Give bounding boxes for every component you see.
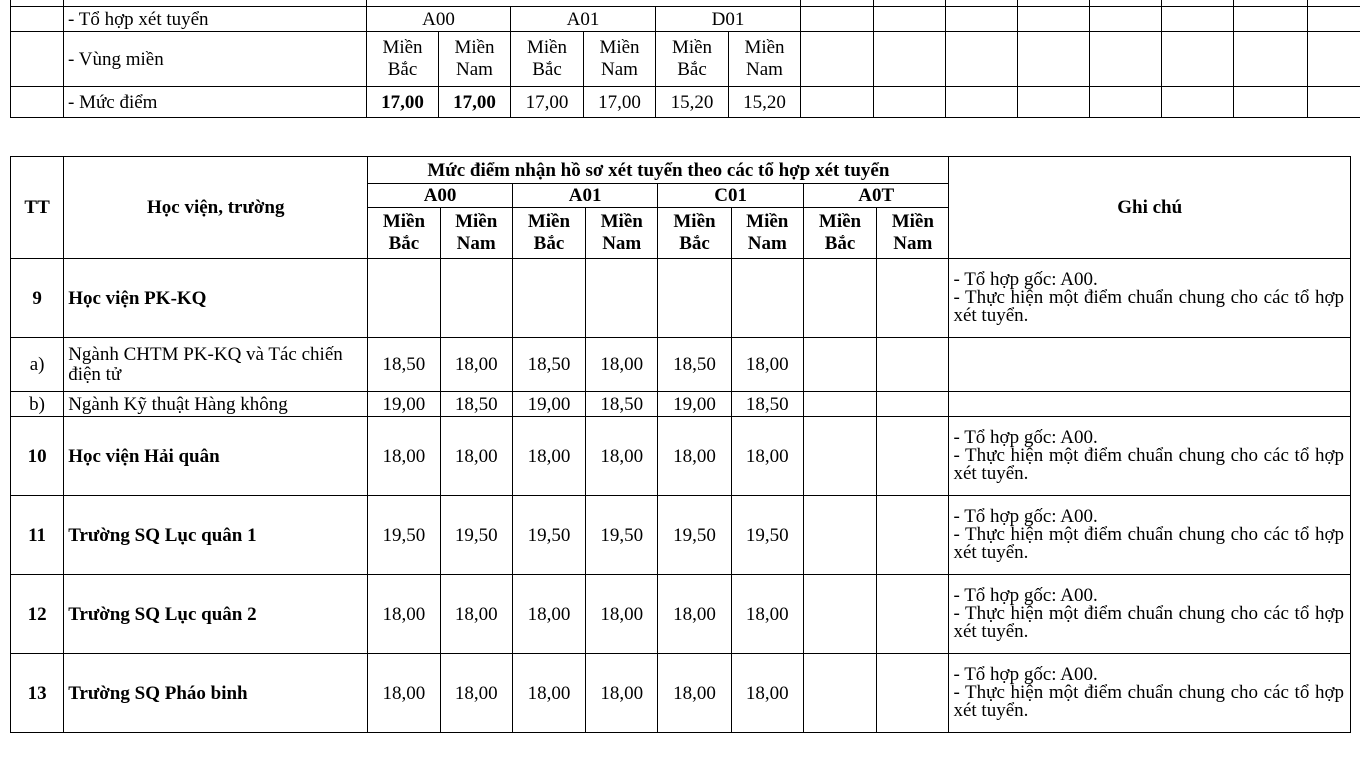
top-combo-row <box>11 7 1360 32</box>
top-region-row <box>11 32 1360 87</box>
header-region-south: Miền Nam <box>731 208 803 259</box>
score-cell: 18,00 <box>512 417 585 496</box>
top-score-row <box>11 87 1360 118</box>
score-cell: 18,50 <box>512 338 585 392</box>
score-cell: 18,00 <box>586 338 658 392</box>
row-note: - Tổ hợp gốc: A00. - Thực hiện một điểm chuẩn chung cho các tổ hợp xét tuyển. <box>949 259 1351 338</box>
row-note <box>949 338 1351 392</box>
header-region-north: Miền Bắc <box>658 208 731 259</box>
header-region-south: Miền Nam <box>877 208 949 259</box>
score-cell: 18,00 <box>658 417 731 496</box>
score-cell: 18,00 <box>658 575 731 654</box>
table-row <box>11 338 1351 392</box>
score-cell: 18,00 <box>440 338 512 392</box>
score-cell <box>803 392 876 417</box>
header-combo-a00: A00 <box>368 184 513 208</box>
score-cell: 19,50 <box>512 496 585 575</box>
score-cell: 18,00 <box>440 654 512 733</box>
row-tt: 12 <box>11 575 64 654</box>
header-score-group: Mức điểm nhận hồ sơ xét tuyển theo các tổ hợp xét tuyển <box>368 157 949 184</box>
score-cell <box>877 259 949 338</box>
score-cell: 18,50 <box>440 392 512 417</box>
score-cell <box>368 259 440 338</box>
score-cell: 17,00 <box>511 87 584 118</box>
score-cell: 17,00 <box>439 87 511 118</box>
row-school: Trường SQ Lục quân 1 <box>64 496 368 575</box>
score-label: - Mức điểm <box>64 87 367 118</box>
score-cell: 18,00 <box>368 654 440 733</box>
header-note: Ghi chú <box>949 157 1351 259</box>
table-row <box>11 496 1351 575</box>
score-cell: 18,50 <box>368 338 440 392</box>
table-row <box>11 259 1351 338</box>
region-cell: Miền Bắc <box>511 32 584 87</box>
table-row <box>11 417 1351 496</box>
score-cell: 15,20 <box>656 87 729 118</box>
score-cell: 19,50 <box>658 496 731 575</box>
region-cell: Miền Nam <box>439 32 511 87</box>
row-school: Ngành CHTM PK-KQ và Tác chiến điện tử <box>64 338 368 392</box>
score-cell <box>803 338 876 392</box>
combo-a00: A00 <box>367 7 511 32</box>
score-cell: 18,00 <box>368 575 440 654</box>
header-combo-c01: C01 <box>658 184 804 208</box>
score-cell <box>658 259 731 338</box>
header-combo-a01: A01 <box>512 184 658 208</box>
score-cell <box>877 496 949 575</box>
row-tt: 11 <box>11 496 64 575</box>
header-school: Học viện, trường <box>64 157 368 259</box>
score-cell: 18,00 <box>731 338 803 392</box>
table-row <box>11 654 1351 733</box>
row-note: - Tổ hợp gốc: A00. - Thực hiện một điểm chuẩn chung cho các tổ hợp xét tuyển. <box>949 575 1351 654</box>
header-region-north: Miền Bắc <box>512 208 585 259</box>
row-note <box>949 392 1351 417</box>
score-cell <box>586 259 658 338</box>
header-region-south: Miền Nam <box>586 208 658 259</box>
score-cell: 17,00 <box>584 87 656 118</box>
row-tt: 9 <box>11 259 64 338</box>
score-cell: 18,00 <box>731 654 803 733</box>
header-row-1 <box>11 157 1351 184</box>
region-cell: Miền Nam <box>584 32 656 87</box>
row-tt: a) <box>11 338 64 392</box>
row-note: - Tổ hợp gốc: A00. - Thực hiện một điểm chuẩn chung cho các tổ hợp xét tuyển. <box>949 654 1351 733</box>
row-school: Học viện PK-KQ <box>64 259 368 338</box>
score-cell: 19,50 <box>368 496 440 575</box>
row-school: Học viện Hải quân <box>64 417 368 496</box>
score-cell: 18,00 <box>731 575 803 654</box>
score-cell <box>877 575 949 654</box>
score-cell <box>877 417 949 496</box>
row-tt: b) <box>11 392 64 417</box>
score-cell: 19,50 <box>440 496 512 575</box>
row-tt: 13 <box>11 654 64 733</box>
score-cell <box>803 417 876 496</box>
row-note: - Tổ hợp gốc: A00. - Thực hiện một điểm chuẩn chung cho các tổ hợp xét tuyển. <box>949 417 1351 496</box>
score-cell <box>803 496 876 575</box>
row-school: Trường SQ Pháo binh <box>64 654 368 733</box>
header-region-north: Miền Bắc <box>803 208 876 259</box>
header-tt: TT <box>11 157 64 259</box>
score-cell: 15,20 <box>729 87 801 118</box>
combo-label: - Tổ hợp xét tuyển <box>64 7 367 32</box>
table-row <box>11 575 1351 654</box>
score-cell: 18,00 <box>368 417 440 496</box>
score-cell <box>803 259 876 338</box>
score-cell: 18,00 <box>440 417 512 496</box>
region-cell: Miền Bắc <box>656 32 729 87</box>
score-cell: 18,00 <box>512 575 585 654</box>
score-cell: 18,50 <box>658 338 731 392</box>
score-cell: 18,50 <box>586 392 658 417</box>
score-cell: 18,00 <box>512 654 585 733</box>
region-label: - Vùng miền <box>64 32 367 87</box>
score-cell: 18,00 <box>440 575 512 654</box>
score-cell <box>512 259 585 338</box>
admission-score-table <box>10 156 1351 733</box>
top-score-table <box>10 0 1360 118</box>
score-cell: 19,00 <box>658 392 731 417</box>
score-cell <box>803 654 876 733</box>
score-cell <box>877 338 949 392</box>
score-cell: 18,50 <box>731 392 803 417</box>
combo-a01: A01 <box>511 7 656 32</box>
header-region-north: Miền Bắc <box>368 208 440 259</box>
score-cell: 18,00 <box>731 417 803 496</box>
row-note: - Tổ hợp gốc: A00. - Thực hiện một điểm chuẩn chung cho các tổ hợp xét tuyển. <box>949 496 1351 575</box>
row-school: Ngành Kỹ thuật Hàng không <box>64 392 368 417</box>
score-cell <box>440 259 512 338</box>
region-cell: Miền Bắc <box>367 32 439 87</box>
header-region-south: Miền Nam <box>440 208 512 259</box>
score-cell <box>877 392 949 417</box>
score-cell: 19,50 <box>731 496 803 575</box>
score-cell: 18,00 <box>586 575 658 654</box>
row-tt: 10 <box>11 417 64 496</box>
score-cell <box>731 259 803 338</box>
score-cell: 19,50 <box>586 496 658 575</box>
score-cell: 17,00 <box>367 87 439 118</box>
region-cell: Miền Nam <box>729 32 801 87</box>
combo-d01: D01 <box>656 7 801 32</box>
score-cell: 18,00 <box>658 654 731 733</box>
score-cell: 19,00 <box>512 392 585 417</box>
score-cell: 18,00 <box>586 654 658 733</box>
score-cell <box>877 654 949 733</box>
table-row <box>11 392 1351 417</box>
score-cell: 19,00 <box>368 392 440 417</box>
header-combo-a0t: A0T <box>803 184 949 208</box>
row-school: Trường SQ Lục quân 2 <box>64 575 368 654</box>
score-cell <box>803 575 876 654</box>
score-cell: 18,00 <box>586 417 658 496</box>
